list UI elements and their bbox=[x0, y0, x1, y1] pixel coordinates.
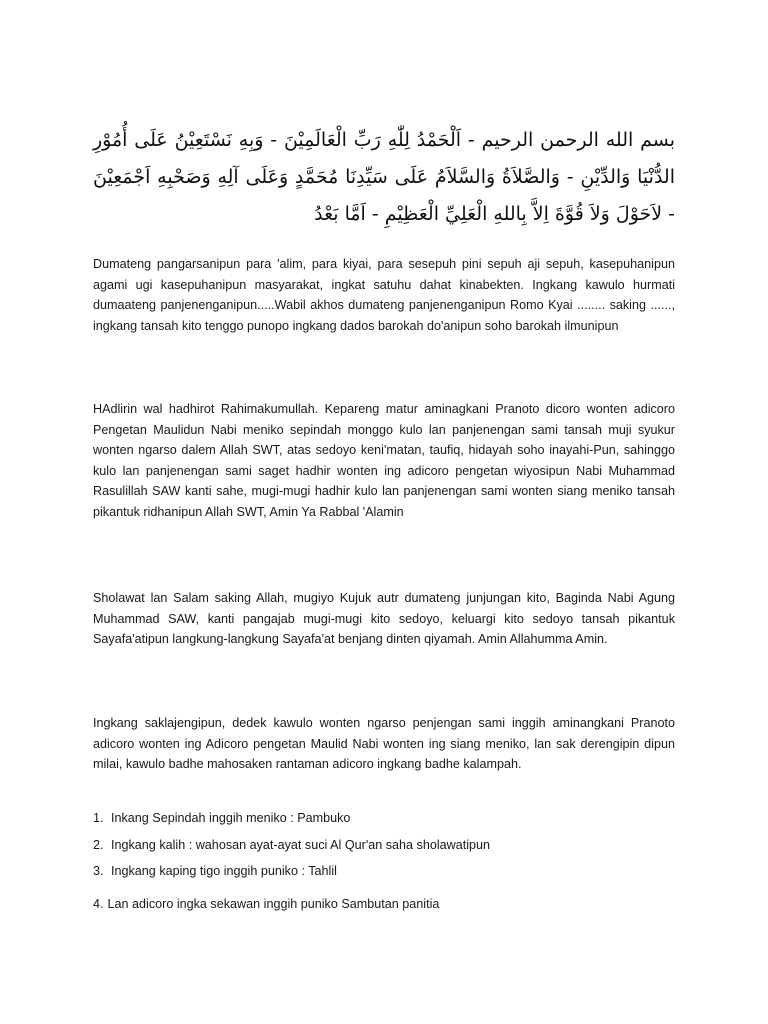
list-item-number: 1. bbox=[93, 811, 104, 825]
arabic-opening-prayer: بسم الله الرحمن الرحيم - اَلْحَمْدُ لِلّٰهِ رَبِّ الْعَالَمِيْنَ - وَبِهِ نَسْتَعِيْنُ عَلَى أُمُوْرِ الدُّنْيَا وَالدِّيْنِ - وَالصَّلاَةُ وَالسَّلاَمُ عَلَى سَيِّدِنَا مُحَمَّدٍ وَعَلَى آلِهِ وَصَحْبِهِ اَجْمَعِيْنَ - لاَحَوْلَ وَلاَ قُوَّةَ اِلاَّ بِاللهِ الْعَلِيِّ الْعَظِيْمِ - اَمَّا بَعْدُ bbox=[93, 129, 675, 225]
list-item-text: Inkang Sepindah inggih meniko : Pambuko bbox=[111, 811, 351, 825]
list-item-text: Lan adicoro ingka sekawan inggih puniko Sambutan panitia bbox=[107, 897, 440, 911]
list-item-number: 4. bbox=[93, 897, 104, 911]
list-item-text: Ingkang kalih : wahosan ayat-ayat suci Al Qur'an saha sholawatipun bbox=[111, 838, 491, 852]
agenda-list-item bbox=[93, 835, 675, 855]
paragraph-greeting: Dumateng pangarsanipun para 'alim, para kiyai, para sesepuh pini sepuh aji sepuh, kasepuhanipun agami ugi kasepuhanipun masyarakat, ingkat satuhu dahat kinabekten. Ingkang kawulo hurmati dumaateng panjenenganipun.....Wabil akhos dumateng panjenenganipun Romo Kyai ........ saking ......, ingkang tansah kito tenggo punopo ingkang dados barokah do'anipun soho barokah ilmunipun bbox=[93, 257, 675, 333]
paragraph-opening-thanks: HAdlirin wal hadhirot Rahimakumullah. Kepareng matur aminagkani Pranoto dicoro wonten adicoro Pengetan Maulidun Nabi meniko sepindah monggo kulo lan panjenengan sami tansah muji syukur wonten ngarso dalem Allah SWT, atas sedoyo keni'matan, taufiq, hidayah soho inayahi-Pun, sahinggo kulo lan panjenengan sami saget hadhir wonten ing adicoro pengetan wiyosipun Nabi Muhammad Rasulillah SAW kanti sahe, mugi-mugi hadhir kulo lan panjenengan sami wonten siang meniko tansah pikantuk ridhanipun Allah SWT, Amin Ya Rabbal 'Alamin bbox=[93, 402, 675, 519]
list-item-text: Ingkang kaping tigo inggih puniko : Tahlil bbox=[111, 864, 337, 878]
list-item-number: 2. bbox=[93, 838, 104, 852]
paragraph-sholawat: Sholawat lan Salam saking Allah, mugiyo Kujuk autr dumateng junjungan kito, Baginda Nabi Agung Muhammad SAW, kanti pangajab mugi-mugi kito sedoyo, keluargi kito sedoyo tansah pikantuk Sayafa'atipun langkung-langkung Sayafa'at benjang dinten qiyamah. Amin Allahumma Amin. bbox=[93, 591, 675, 647]
list-item-number: 3. bbox=[93, 864, 104, 878]
agenda-list-item bbox=[93, 894, 675, 914]
paragraph-agenda-intro: Ingkang saklajengipun, dedek kawulo wonten ngarso penjengan sami inggih aminangkani Pranoto adicoro wonten ing Adicoro pengetan Maulid Nabi wonten ing siang meniko, lan sak derengipin dipun milai, kawulo badhe mahosaken rantaman adicoro ingkang badhe kalampah. bbox=[93, 716, 675, 772]
agenda-list-item bbox=[93, 861, 675, 881]
agenda-list-item bbox=[93, 808, 675, 828]
